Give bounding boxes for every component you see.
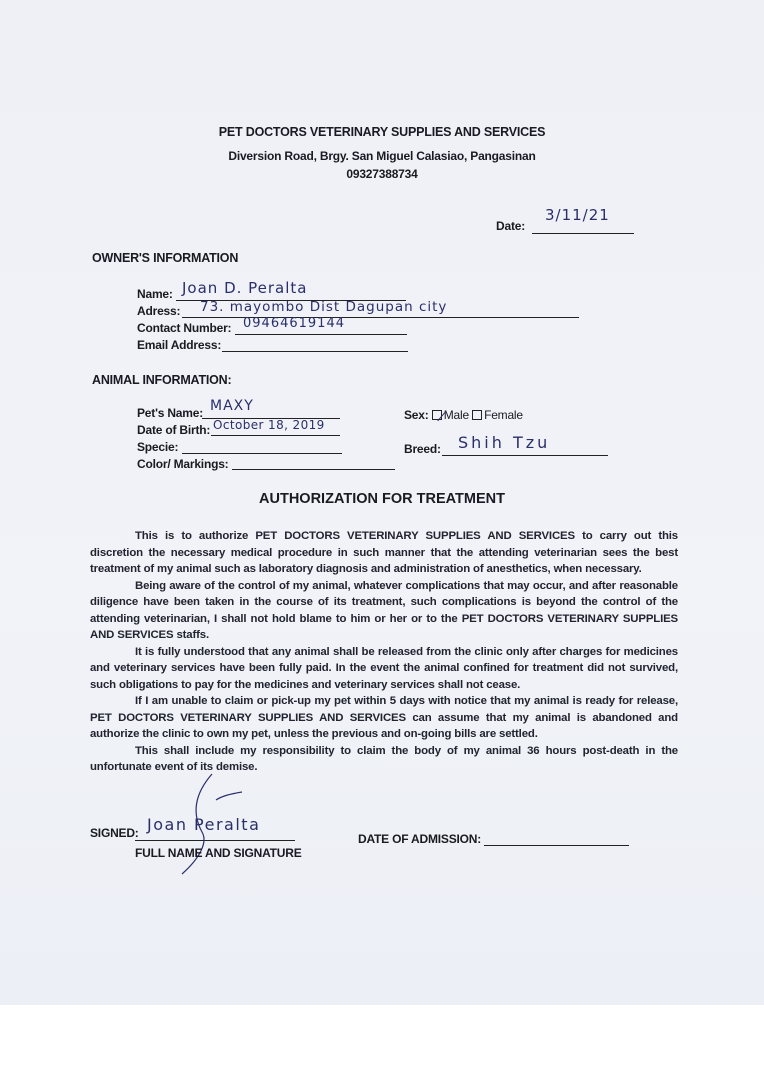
breed-label: Breed: [404, 442, 441, 456]
contact-number-value[interactable]: 09464619144 [243, 316, 345, 331]
owner-address-label: Adress: [137, 304, 181, 318]
pet-name-value[interactable]: MAXY [210, 398, 254, 414]
specie-field[interactable] [182, 453, 342, 454]
date-value[interactable]: 3/11/21 [545, 206, 610, 224]
email-label: Email Address: [137, 338, 222, 352]
paragraph: If I am unable to claim or pick-up my pet within 5 days with notice that my animal is ready for release, PET DOCTORS VETERINARY SUPPLIES AND SERVICES can assume that my animal is abandoned and authorize the clinic to own my pet, unless the previous and on-going bills are settled. [90, 695, 678, 740]
sex-field [404, 408, 523, 422]
color-markings-label: Color/ Markings: [137, 457, 229, 471]
female-label: Female [484, 408, 523, 422]
owner-address-value[interactable]: 73. mayombo Dist Dagupan city [200, 299, 448, 315]
admission-date-label: DATE OF ADMISSION: [358, 832, 482, 846]
specie-label: Specie: [137, 440, 179, 454]
owner-section-title: OWNER'S INFORMATION [92, 251, 239, 265]
paragraph: It is fully understood that any animal shall be released from the clinic only after charges for medicines and veterinary services have been fully paid. In the event the animal confined for treatment did not survived, such obligations to pay for the medicines and veterinary services shall not cease. [90, 645, 678, 691]
signed-label: SIGNED: [90, 826, 139, 840]
dob-value[interactable]: October 18, 2019 [213, 418, 325, 432]
paragraph: This is to authorize PET DOCTORS VETERINARY SUPPLIES AND SERVICES to carry out this discretion the necessary medical procedure in such manner that the attending veterinarian sees the best treatment of my animal such as laboratory diagnosis and administration of anesthetics, when necessary. [90, 530, 678, 575]
male-checkbox[interactable] [432, 410, 442, 420]
color-markings-field[interactable] [232, 469, 395, 470]
contact-number-label: Contact Number: [137, 321, 232, 335]
signature-flourish [150, 770, 260, 880]
male-label: Male [443, 408, 469, 422]
company-address: Diversion Road, Brgy. San Miguel Calasiao, Pangasinan [228, 149, 536, 163]
female-checkbox[interactable] [472, 410, 482, 420]
company-name: PET DOCTORS VETERINARY SUPPLIES AND SERVICES [218, 125, 546, 139]
paragraph: This shall include my responsibility to claim the body of my animal 36 hours post-death in the unfortunate event of its demise. [90, 744, 678, 773]
admission-date-field[interactable] [484, 845, 629, 846]
pet-name-label: Pet's Name: [137, 406, 204, 420]
company-phone: 09327388734 [346, 167, 418, 181]
owner-name-value[interactable]: Joan D. Peralta [182, 279, 308, 297]
signature-caption: FULL NAME AND SIGNATURE [135, 846, 302, 860]
dob-label: Date of Birth: [137, 423, 211, 437]
signature-value[interactable]: Joan Peralta [147, 815, 261, 834]
owner-name-label: Name: [137, 287, 173, 301]
sex-label: Sex: [404, 408, 429, 422]
date-label: Date: [496, 219, 526, 233]
paragraph: Being aware of the control of my animal, whatever complications that may occur, and after reasonable diligence have been taken in the course of its treatment, such complications is beyond the control of the attending veterinarian, I shall not hold blame to him or her or to the PET DOCTORS VETERINARY SUPPLIES AND SERVICES staffs. [90, 579, 678, 641]
breed-value[interactable]: Shih Tzu [458, 433, 551, 452]
page-margin [0, 1005, 764, 1080]
animal-section-title: ANIMAL INFORMATION: [92, 373, 232, 387]
email-field[interactable] [222, 351, 408, 352]
authorization-title: AUTHORIZATION FOR TREATMENT [259, 491, 505, 507]
authorization-body [90, 528, 678, 776]
